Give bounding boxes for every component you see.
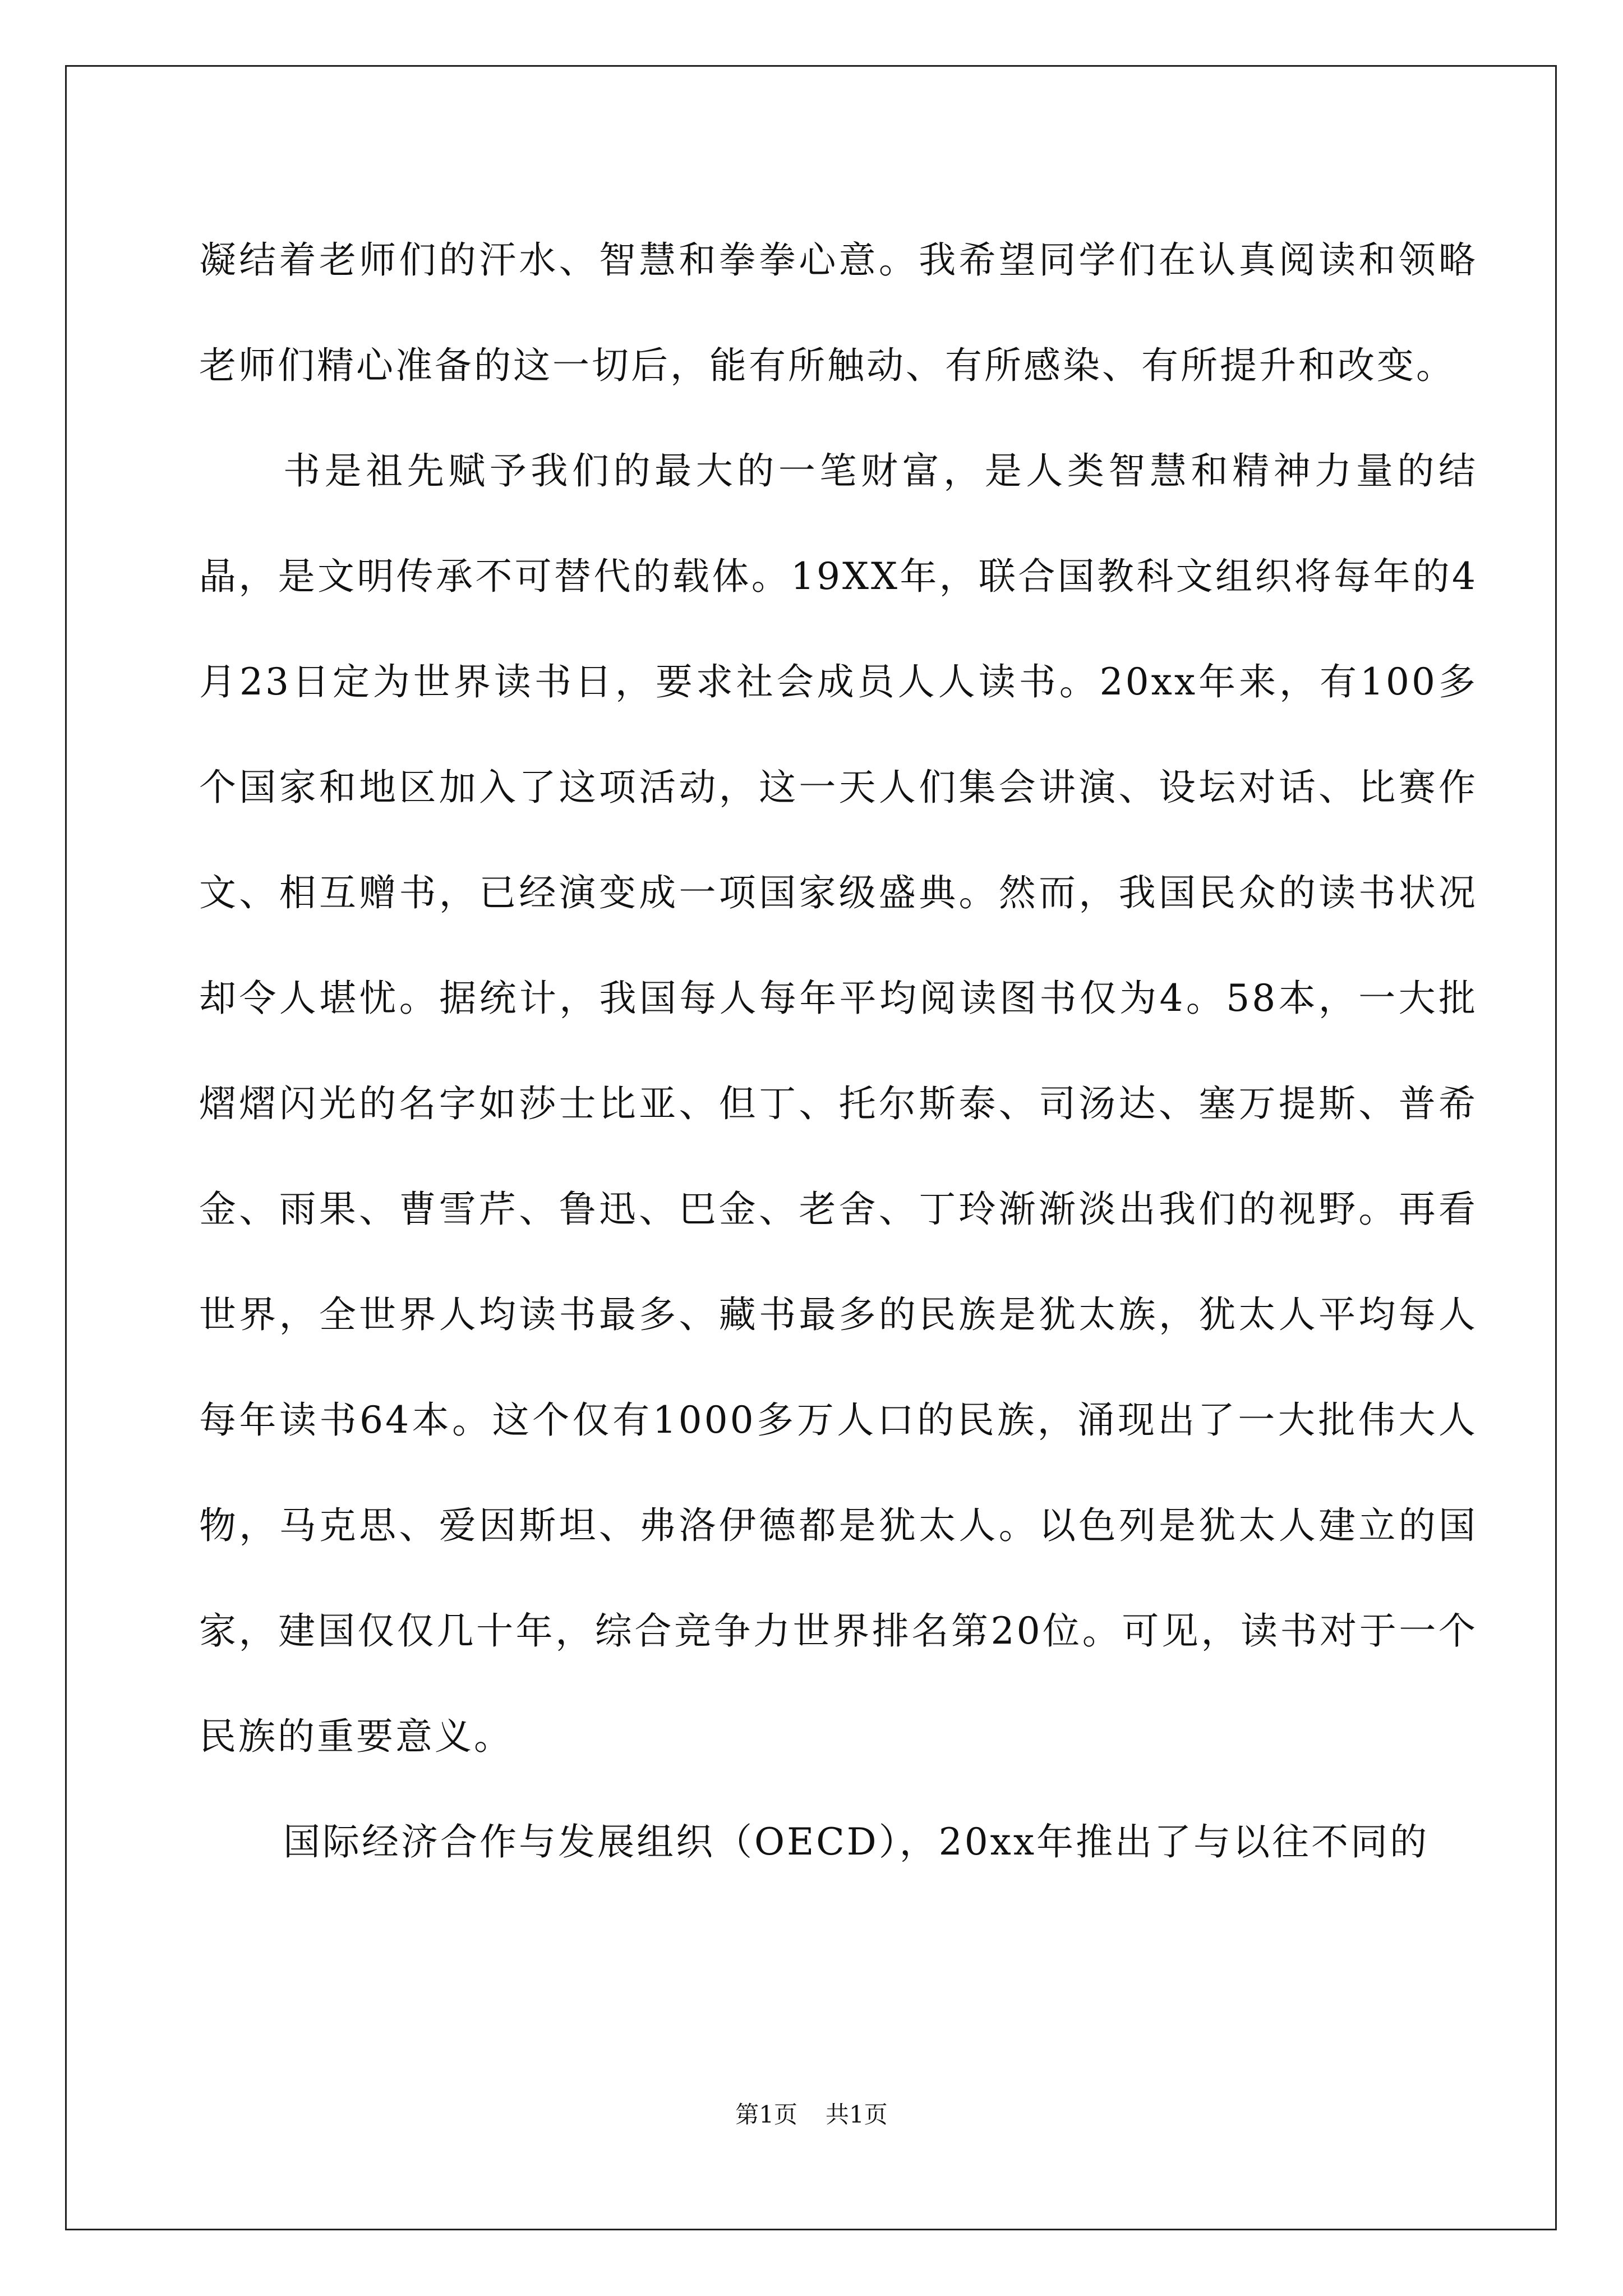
paragraph-oecd: 国际经济合作与发展组织（OECD），20xx年推出了与以往不同的	[283, 1820, 1430, 1864]
page-number: 第1页	[735, 2101, 797, 2128]
paragraph-reading-history: 书是祖先赋予我们的最大的一笔财富，是人类智慧和精神力量的结晶，是文明传承不可替代的载体。19XX年，联合国教科文组织将每年的4月23日定为世界读书日，要求社会成员人人读书。20xx年来，有100多个国家和地区加入了这项活动，这一天人们集会讲演、设坛对话、比赛作文、相互赠书，已经演变成一项国家级盛典。然而，我国民众的读书状况却令人堪忧。据统计，我国每人每年平均阅读图书仅为4。58本，一大批熠熠闪光的名字如莎士比亚、但丁、托尔斯泰、司汤达、塞万提斯、普希金、雨果、曹雪芹、鲁迅、巴金、老舍、丁玲渐渐淡出我们的视野。再看世界，全世界人均读书最多、藏书最多的民族是犹太族，犹太人平均每人每年读书64本。这个仅有1000多万人口的民族，涌现出了一大批伟大人物，马克思、爱因斯坦、弗洛伊德都是犹太人。以色列是犹太人建立的国家，建国仅仅几十年，综合竞争力世界排名第20位。可见，读书对于一个民族的重要意义。	[199, 449, 1478, 1758]
page-footer	[0, 2098, 1623, 2132]
paragraph-continuation: 凝结着老师们的汗水、智慧和拳拳心意。我希望同学们在认真阅读和领略老师们精心准备的这一切后，能有所触动、有所感染、有所提升和改变。	[199, 238, 1478, 387]
page-total: 共1页	[826, 2101, 888, 2128]
document-body	[199, 208, 1478, 1895]
